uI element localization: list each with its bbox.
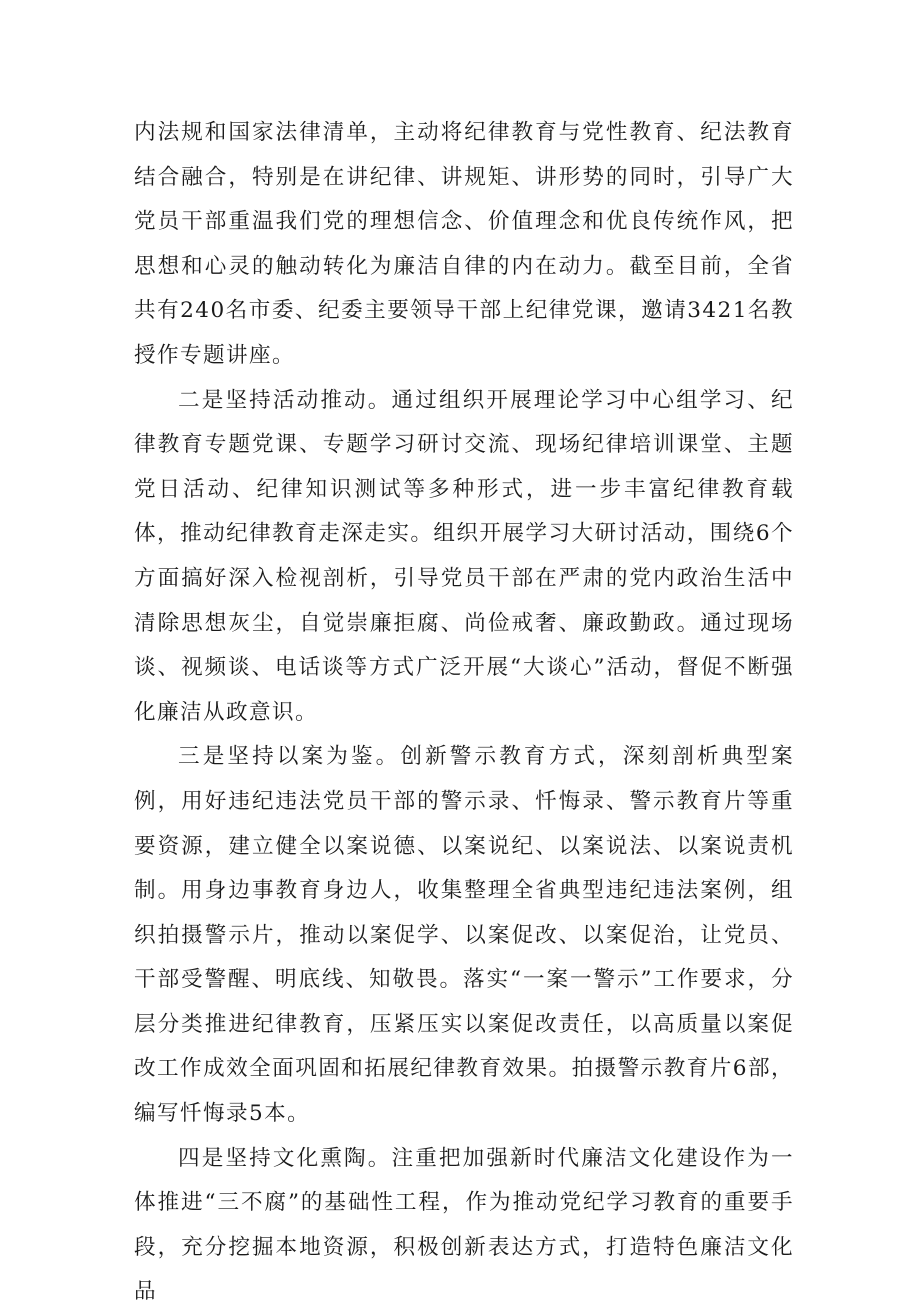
paragraph-activity-driven: 二是坚持活动推动。通过组织开展理论学习中心组学习、纪律教育专题党课、专题学习研讨交流、现场纪律培训课堂、主题党日活动、纪律知识测试等多种形式，进一步丰富纪律教育载体，推动纪律教育走深走实。组织开展学习大研讨活动，围绕6个方面搞好深入检视剖析，引导党员干部在严肃的党内政治生活中清除思想灰尘，自觉崇廉拒腐、尚俭戒奢、廉政勤政。通过现场谈、视频谈、电话谈等方式广泛开展“大谈心”活动，督促不断强化廉洁从政意识。: [134, 387, 794, 725]
paragraph-culture-influence: 四是坚持文化熏陶。注重把加强新时代廉洁文化建设作为一体推进“三不腐”的基础性工程，作为推动党纪学习教育的重要手段，充分挖掘本地资源，积极创新表达方式，打造特色廉洁文化品: [134, 1145, 794, 1305]
document-body: [134, 111, 794, 1315]
paragraph-case-lessons: 三是坚持以案为鉴。创新警示教育方式，深刻剖析典型案例，用好违纪违法党员干部的警示录、忏悔录、警示教育片等重要资源，建立健全以案说德、以案说纪、以案说法、以案说责机制。用身边事教育身边人，收集整理全省典型违纪违法案例，组织拍摄警示片，推动以案促学、以案促改、以案促治，让党员、干部受警醒、明底线、知敬畏。落实“一案一警示”工作要求，分层分类推进纪律教育，压紧压实以案促改责任，以高质量以案促改工作成效全面巩固和拓展纪律教育效果。拍摄警示教育片6部，编写忏悔录5本。: [134, 744, 794, 1127]
paragraph-continuation: 内法规和国家法律清单，主动将纪律教育与党性教育、纪法教育结合融合，特别是在讲纪律、讲规矩、讲形势的同时，引导广大党员干部重温我们党的理想信念、价值理念和优良传统作风，把思想和心灵的触动转化为廉洁自律的内在动力。截至目前，全省共有240名市委、纪委主要领导干部上纪律党课，邀请3421名教授作专题讲座。: [134, 120, 794, 368]
